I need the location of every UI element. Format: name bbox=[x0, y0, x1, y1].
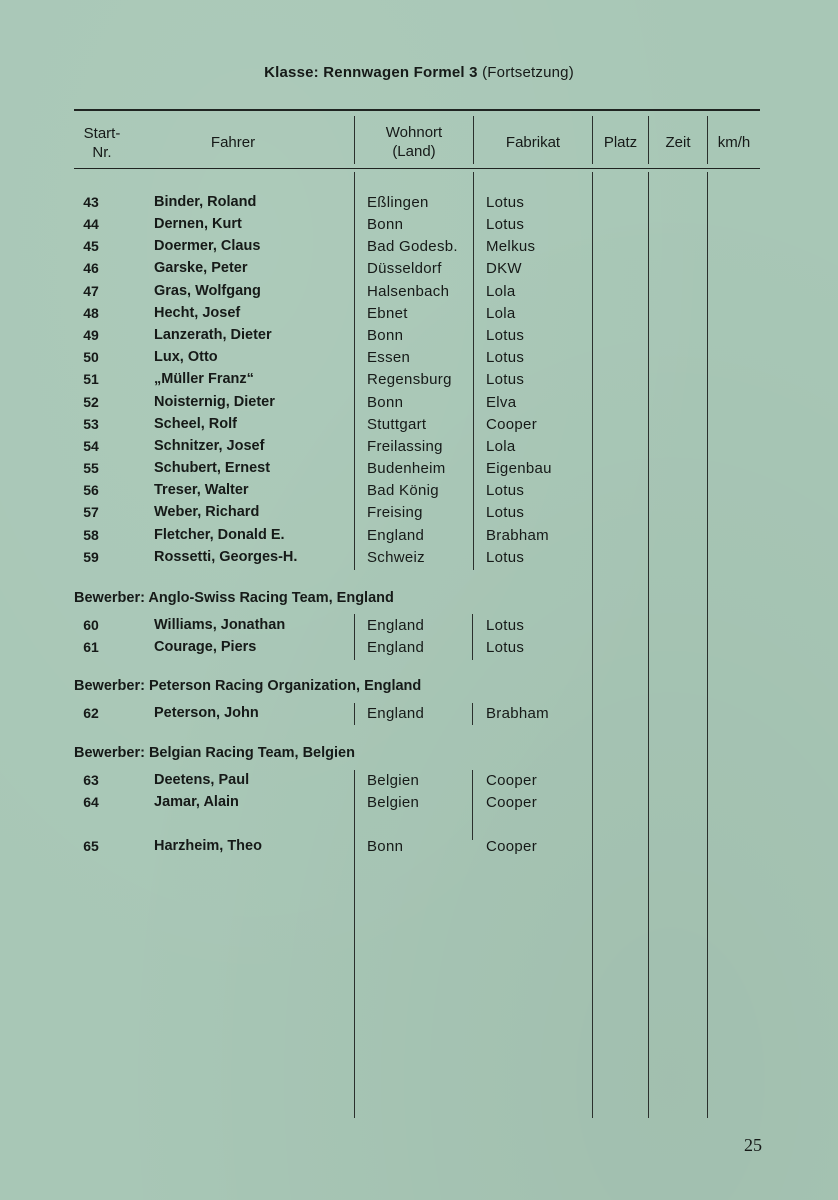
start-number: 51 bbox=[83, 371, 99, 387]
start-number: 46 bbox=[83, 260, 99, 276]
body-divider-speed bbox=[707, 172, 708, 1118]
driver-name: Courage, Piers bbox=[154, 639, 257, 655]
start-number: 52 bbox=[83, 394, 99, 410]
driver-name: Binder, Roland bbox=[154, 194, 257, 210]
driver-name: Scheel, Rolf bbox=[154, 416, 237, 432]
make: Brabham bbox=[486, 527, 549, 544]
title-suffix: (Fortsetzung) bbox=[482, 64, 574, 81]
town: Ebnet bbox=[367, 305, 408, 322]
start-number: 59 bbox=[83, 549, 99, 565]
start-number: 45 bbox=[83, 238, 99, 254]
make: Lotus bbox=[486, 482, 525, 499]
header-driver: Fahrer bbox=[210, 134, 256, 151]
driver-name: Gras, Wolfgang bbox=[154, 283, 261, 299]
entrant-heading-anglo-swiss: Bewerber: Anglo-Swiss Racing Team, England bbox=[74, 590, 394, 606]
make: Melkus bbox=[486, 238, 536, 255]
start-number: 60 bbox=[83, 617, 99, 633]
body-divider-make-d bbox=[472, 770, 473, 840]
body-divider-town-c bbox=[354, 703, 355, 725]
make: Lola bbox=[486, 283, 516, 300]
body-divider-time bbox=[648, 172, 649, 1118]
start-number: 54 bbox=[83, 438, 99, 454]
header-start-nr: Start- Nr. bbox=[83, 125, 121, 161]
make: Lotus bbox=[486, 371, 525, 388]
driver-name: Treser, Walter bbox=[154, 482, 249, 498]
town: Eßlingen bbox=[367, 194, 429, 211]
town: Stuttgart bbox=[367, 416, 427, 433]
body-divider-make-b bbox=[472, 614, 473, 660]
body-divider-town-d bbox=[354, 770, 355, 1118]
driver-name: Garske, Peter bbox=[154, 260, 248, 276]
town: Freilassing bbox=[367, 438, 443, 455]
make: Lotus bbox=[486, 327, 525, 344]
body-divider-make-c bbox=[472, 703, 473, 725]
town: Bonn bbox=[367, 394, 404, 411]
town: Bonn bbox=[367, 327, 404, 344]
make: Lotus bbox=[486, 617, 525, 634]
town: Bad König bbox=[367, 482, 439, 499]
driver-name: Schubert, Ernest bbox=[154, 460, 271, 476]
make: Lotus bbox=[486, 349, 525, 366]
make: DKW bbox=[486, 260, 522, 277]
town: Bonn bbox=[367, 216, 404, 233]
town: Bonn bbox=[367, 838, 404, 855]
driver-name: Harzheim, Theo bbox=[154, 838, 262, 854]
driver-name: Noisternig, Dieter bbox=[154, 394, 275, 410]
make: Lotus bbox=[486, 504, 525, 521]
body-divider-place bbox=[592, 172, 593, 1118]
start-number: 64 bbox=[83, 794, 99, 810]
start-number: 57 bbox=[83, 504, 99, 520]
start-number: 63 bbox=[83, 772, 99, 788]
town: Bad Godesb. bbox=[367, 238, 458, 255]
make: Lotus bbox=[486, 639, 525, 656]
entrant-heading-peterson: Bewerber: Peterson Racing Organization, England bbox=[74, 678, 422, 694]
driver-name: Weber, Richard bbox=[154, 504, 260, 520]
header-town: Wohnort (Land) bbox=[385, 124, 443, 160]
driver-name: Dernen, Kurt bbox=[154, 216, 242, 232]
town: England bbox=[367, 705, 425, 722]
make: Lotus bbox=[486, 194, 525, 211]
make: Lola bbox=[486, 305, 516, 322]
entrant-heading-belgian: Bewerber: Belgian Racing Team, Belgien bbox=[74, 745, 355, 761]
town: Düsseldorf bbox=[367, 260, 442, 277]
make: Lotus bbox=[486, 216, 525, 233]
header-place: Platz bbox=[603, 134, 638, 151]
make: Lola bbox=[486, 438, 516, 455]
header-time: Zeit bbox=[665, 134, 691, 151]
driver-name: Lanzerath, Dieter bbox=[154, 327, 272, 343]
driver-name: Fletcher, Donald E. bbox=[154, 527, 285, 543]
driver-name: Lux, Otto bbox=[154, 349, 218, 365]
start-number: 44 bbox=[83, 216, 99, 232]
town: Freising bbox=[367, 504, 423, 521]
title-class: Rennwagen Formel 3 bbox=[323, 64, 478, 81]
start-number: 48 bbox=[83, 305, 99, 321]
town: Belgien bbox=[367, 772, 420, 789]
driver-name: Doermer, Claus bbox=[154, 238, 261, 254]
make: Eigenbau bbox=[486, 460, 552, 477]
driver-name: Hecht, Josef bbox=[154, 305, 241, 321]
header-speed: km/h bbox=[717, 134, 751, 151]
header-divider-town bbox=[354, 116, 355, 164]
driver-name: Jamar, Alain bbox=[154, 794, 239, 810]
table-top-rule bbox=[74, 109, 760, 111]
town: England bbox=[367, 527, 425, 544]
body-divider-town-b bbox=[354, 614, 355, 660]
driver-name: Rossetti, Georges-H. bbox=[154, 549, 298, 565]
town: Belgien bbox=[367, 794, 420, 811]
town: Schweiz bbox=[367, 549, 425, 566]
town: Budenheim bbox=[367, 460, 446, 477]
header-bottom-rule bbox=[74, 168, 760, 169]
make: Lotus bbox=[486, 549, 525, 566]
page-title bbox=[0, 64, 838, 81]
start-number: 43 bbox=[83, 194, 99, 210]
start-number: 49 bbox=[83, 327, 99, 343]
body-divider-make-a bbox=[473, 172, 474, 570]
start-number: 62 bbox=[83, 705, 99, 721]
town: Regensburg bbox=[367, 371, 452, 388]
make: Brabham bbox=[486, 705, 549, 722]
town: Essen bbox=[367, 349, 411, 366]
make: Elva bbox=[486, 394, 517, 411]
start-number: 55 bbox=[83, 460, 99, 476]
make: Cooper bbox=[486, 838, 537, 855]
header-make: Fabrikat bbox=[505, 134, 561, 151]
town: England bbox=[367, 639, 425, 656]
body-divider-town-a bbox=[354, 172, 355, 570]
driver-name: „Müller Franz“ bbox=[154, 371, 254, 387]
start-number: 50 bbox=[83, 349, 99, 365]
town: Halsenbach bbox=[367, 283, 450, 300]
page-number: 25 bbox=[744, 1135, 762, 1155]
start-number: 65 bbox=[83, 838, 99, 854]
driver-name: Williams, Jonathan bbox=[154, 617, 286, 633]
start-number: 56 bbox=[83, 482, 99, 498]
make: Cooper bbox=[486, 794, 537, 811]
town: England bbox=[367, 617, 425, 634]
start-number: 53 bbox=[83, 416, 99, 432]
driver-name: Peterson, John bbox=[154, 705, 259, 721]
title-label: Klasse: bbox=[264, 64, 319, 81]
start-number: 58 bbox=[83, 527, 99, 543]
make: Cooper bbox=[486, 416, 537, 433]
driver-name: Schnitzer, Josef bbox=[154, 438, 265, 454]
driver-name: Deetens, Paul bbox=[154, 772, 250, 788]
make: Cooper bbox=[486, 772, 537, 789]
start-number: 47 bbox=[83, 283, 99, 299]
start-number: 61 bbox=[83, 639, 99, 655]
